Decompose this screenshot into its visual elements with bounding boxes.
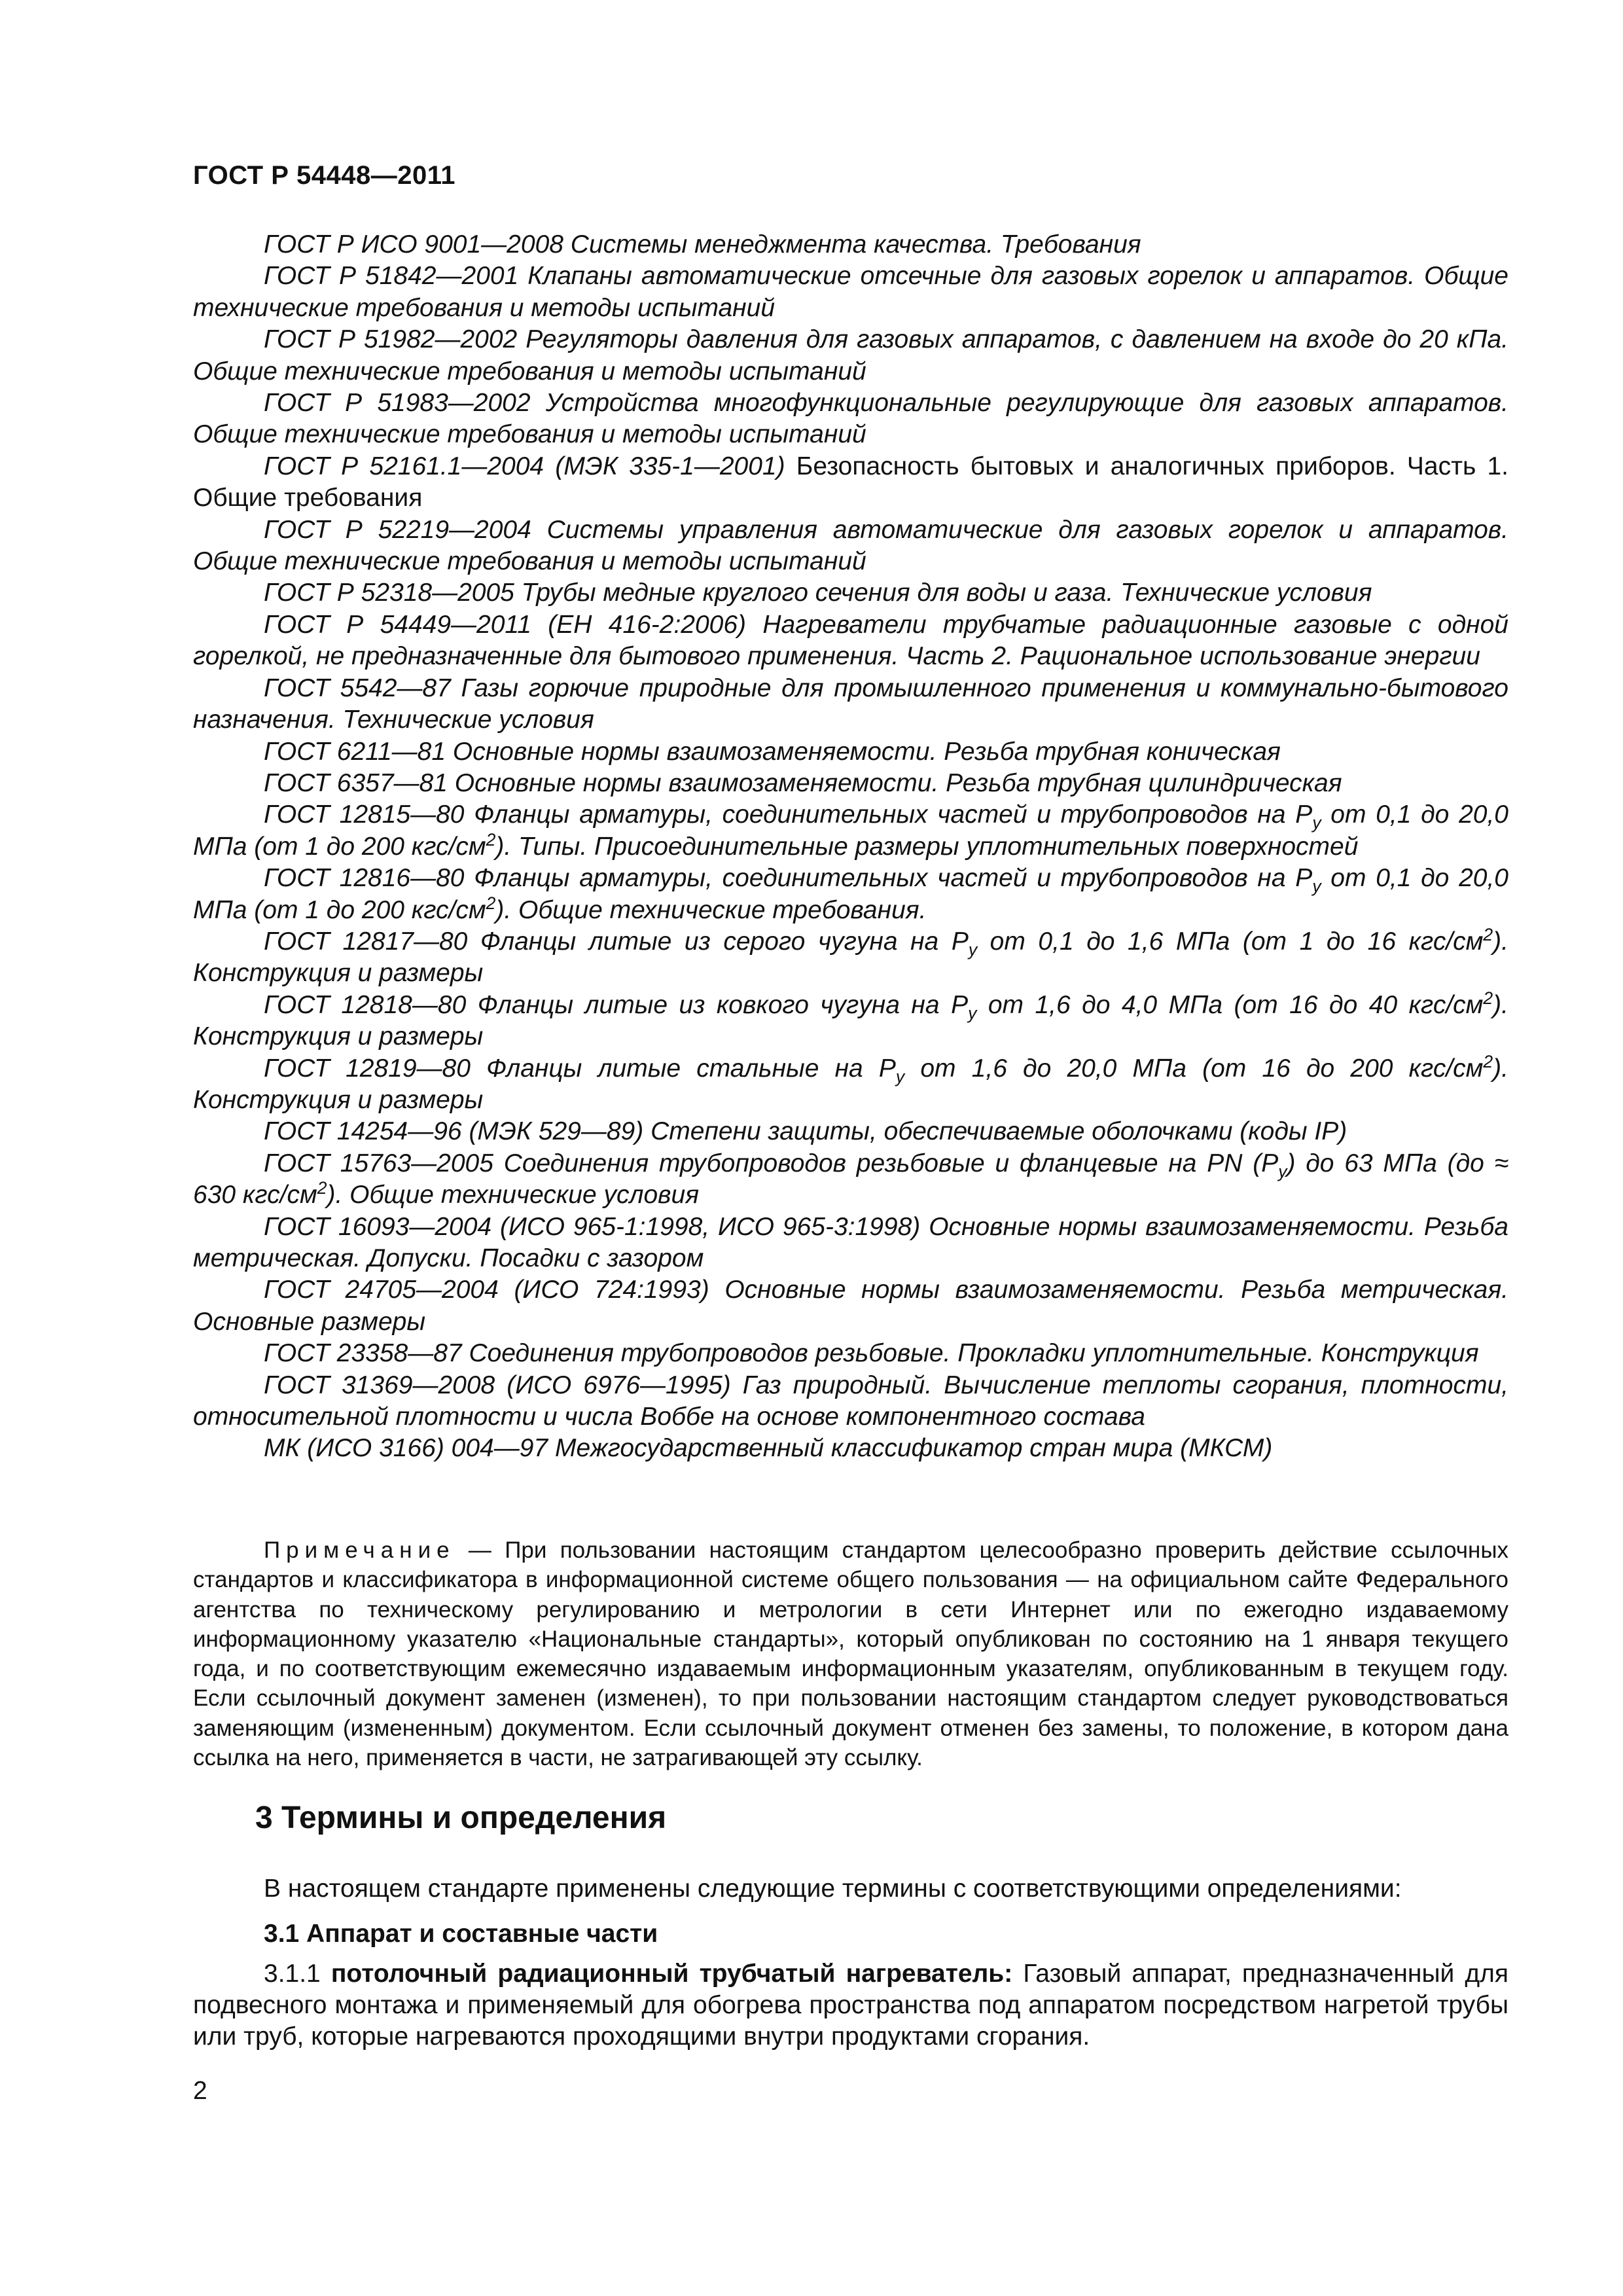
reference-item: ГОСТ 12816—80 Фланцы арматуры, соединительных частей и трубопроводов на $P_y$ от 0,1 до 20,0 МПа (от 1 до 200 кгс/$см^2$). Общие технические требования. bbox=[193, 864, 1508, 924]
reference-item: ГОСТ 15763—2005 Соединения трубопроводов резьбовые и фланцевые на PN $(P_y)$ до 63 МПа (до ≈ 630 кгс/$см^2$). Общие технические условия bbox=[193, 1149, 1508, 1210]
reference-item: ГОСТ Р ИСО 9001—2008 Системы менеджмента качества. Требования bbox=[264, 230, 1141, 259]
subsection-title: 3.1 Аппарат и составные части bbox=[264, 1920, 658, 1948]
reference-item: ГОСТ 6211—81 Основные нормы взаимозаменяемости. Резьба трубная коническая bbox=[264, 737, 1281, 766]
reference-item bbox=[193, 451, 1508, 514]
reference-title: Безопасность бытовых и аналогичных приборов. Часть 1. Общие требования bbox=[193, 452, 1509, 512]
reference-item: ГОСТ Р 51983—2002 Устройства многофункциональные регулирующие для газовых аппаратов. Общие технические требования и методы испытаний bbox=[193, 389, 1508, 449]
reference-item: ГОСТ 12815—80 Фланцы арматуры, соединительных частей и трубопроводов на $P_y$ от 0,1 до 20,0 МПа (от 1 до 200 кгс/$см^2$). Типы. Присоединительные размеры уплотнительных поверхностей bbox=[193, 800, 1508, 861]
reference-item: ГОСТ 14254—96 (МЭК 529—89) Степени защиты, обеспечиваемые оболочками (коды IP) bbox=[264, 1117, 1347, 1146]
reference-item: ГОСТ 16093—2004 (ИСО 965-1:1998, ИСО 965-3:1998) Основные нормы взаимозаменяемости. Резьба метрическая. Допуски. Посадки с зазором bbox=[193, 1212, 1508, 1272]
section-title: 3 Термины и определения bbox=[255, 1801, 667, 1835]
reference-item: ГОСТ Р 54449—2011 (ЕН 416-2:2006) Нагреватели трубчатые радиационные газовые с одной горелкой, не предназначенные для бытового применения. Часть 2. Рациональное использование энергии bbox=[193, 610, 1508, 671]
reference-item: ГОСТ Р 52219—2004 Системы управления автоматические для газовых горелок и аппаратов. Общие технические требования и методы испытаний bbox=[193, 515, 1508, 576]
note-text: — При пользовании настоящим стандартом целесообразно проверить действие ссылочных стандартов и классификатора в информационной системе общего пользования — на официальном сайте Федерального агентства по техническому регулированию и метрологии в сети Интернет или по ежегодно издаваемому информационному указателю «Национальные стандарты», который опубликован по состоянию на 1 января текущего года, и по соответствующим ежемесячно издаваемым информационным указателям, опубликованным в текущем году. Если ссылочный документ заменен (изменен), то при пользовании настоящим стандартом следует руководствоваться заменяющим (измененным) документом. Если ссылочный документ отменен без замены, то положение, в котором дана ссылка на него, применяется в части, не затрагивающей эту ссылку. bbox=[193, 1537, 1508, 1771]
term-name: потолочный радиационный трубчатый нагреватель: bbox=[330, 1960, 1013, 1988]
term-number: 3.1.1 bbox=[264, 1960, 321, 1988]
normative-references bbox=[193, 229, 1508, 1465]
reference-item: ГОСТ 24705—2004 (ИСО 724:1993) Основные нормы взаимозаменяемости. Резьба метрическая. Основные размеры bbox=[193, 1276, 1508, 1336]
reference-item: ГОСТ 12817—80 Фланцы литые из серого чугуна на $P_y$ от 0,1 до 1,6 МПа (от 1 до 16 кгс/$см^2$). Конструкция и размеры bbox=[193, 924, 1508, 988]
reference-item: ГОСТ Р 51982—2002 Регуляторы давления для газовых аппаратов, с давлением на входе до 20 кПа. Общие технические требования и методы испытаний bbox=[193, 325, 1508, 386]
reference-item: ГОСТ 6357—81 Основные нормы взаимозаменяемости. Резьба трубная цилиндрическая bbox=[264, 768, 1342, 797]
reference-item: ГОСТ 23358—87 Соединения трубопроводов резьбовые. Прокладки уплотнительные. Конструкция bbox=[264, 1339, 1479, 1368]
reference-item: ГОСТ 5542—87 Газы горючие природные для промышленного применения и коммунально-бытового назначения. Технические условия bbox=[193, 673, 1508, 734]
note-label: Примечание bbox=[264, 1537, 455, 1563]
document-header: ГОСТ Р 54448—2011 bbox=[193, 161, 455, 190]
term-text: Газовый аппарат, предназначенный для подвесного монтажа и применяемый для обогрева пространства под аппаратом посредством нагретой трубы или труб, которые нагреваются проходящими внутри продуктами сгорания. bbox=[193, 1960, 1508, 2051]
reference-code: ГОСТ Р 52161.1—2004 (МЭК 335-1—2001) bbox=[264, 452, 796, 480]
reference-item: ГОСТ 31369—2008 (ИСО 6976—1995) Газ природный. Вычисление теплоты сгорания, плотности, относительной плотности и числа Воббе на основе компонентного состава bbox=[193, 1371, 1508, 1431]
reference-item: ГОСТ 12819—80 Фланцы литые стальные на $P_y$ от 1,6 до 20,0 МПа (от 16 до 200 кгс/$см^2$). Конструкция и размеры bbox=[193, 1051, 1508, 1114]
term-definition bbox=[193, 1958, 1508, 2053]
reference-item: МК (ИСО 3166) 004—97 Межгосударственный классификатор стран мира (МКСМ) bbox=[264, 1434, 1273, 1463]
note-paragraph bbox=[193, 1535, 1508, 1772]
page-number: 2 bbox=[193, 2077, 207, 2105]
reference-item: ГОСТ Р 51842—2001 Клапаны автоматические отсечные для газовых горелок и аппаратов. Общие технические требования и методы испытаний bbox=[193, 262, 1508, 322]
reference-item: ГОСТ Р 52318—2005 Трубы медные круглого сечения для воды и газа. Технические условия bbox=[264, 579, 1372, 607]
reference-item: ГОСТ 12818—80 Фланцы литые из ковкого чугуна на $P_y$ от 1,6 до 4,0 МПа (от 16 до 40 кгс/$см^2$). Конструкция и размеры bbox=[193, 988, 1508, 1051]
section-intro: В настоящем стандарте применены следующие термины с соответствующими определениями: bbox=[264, 1874, 1402, 1903]
